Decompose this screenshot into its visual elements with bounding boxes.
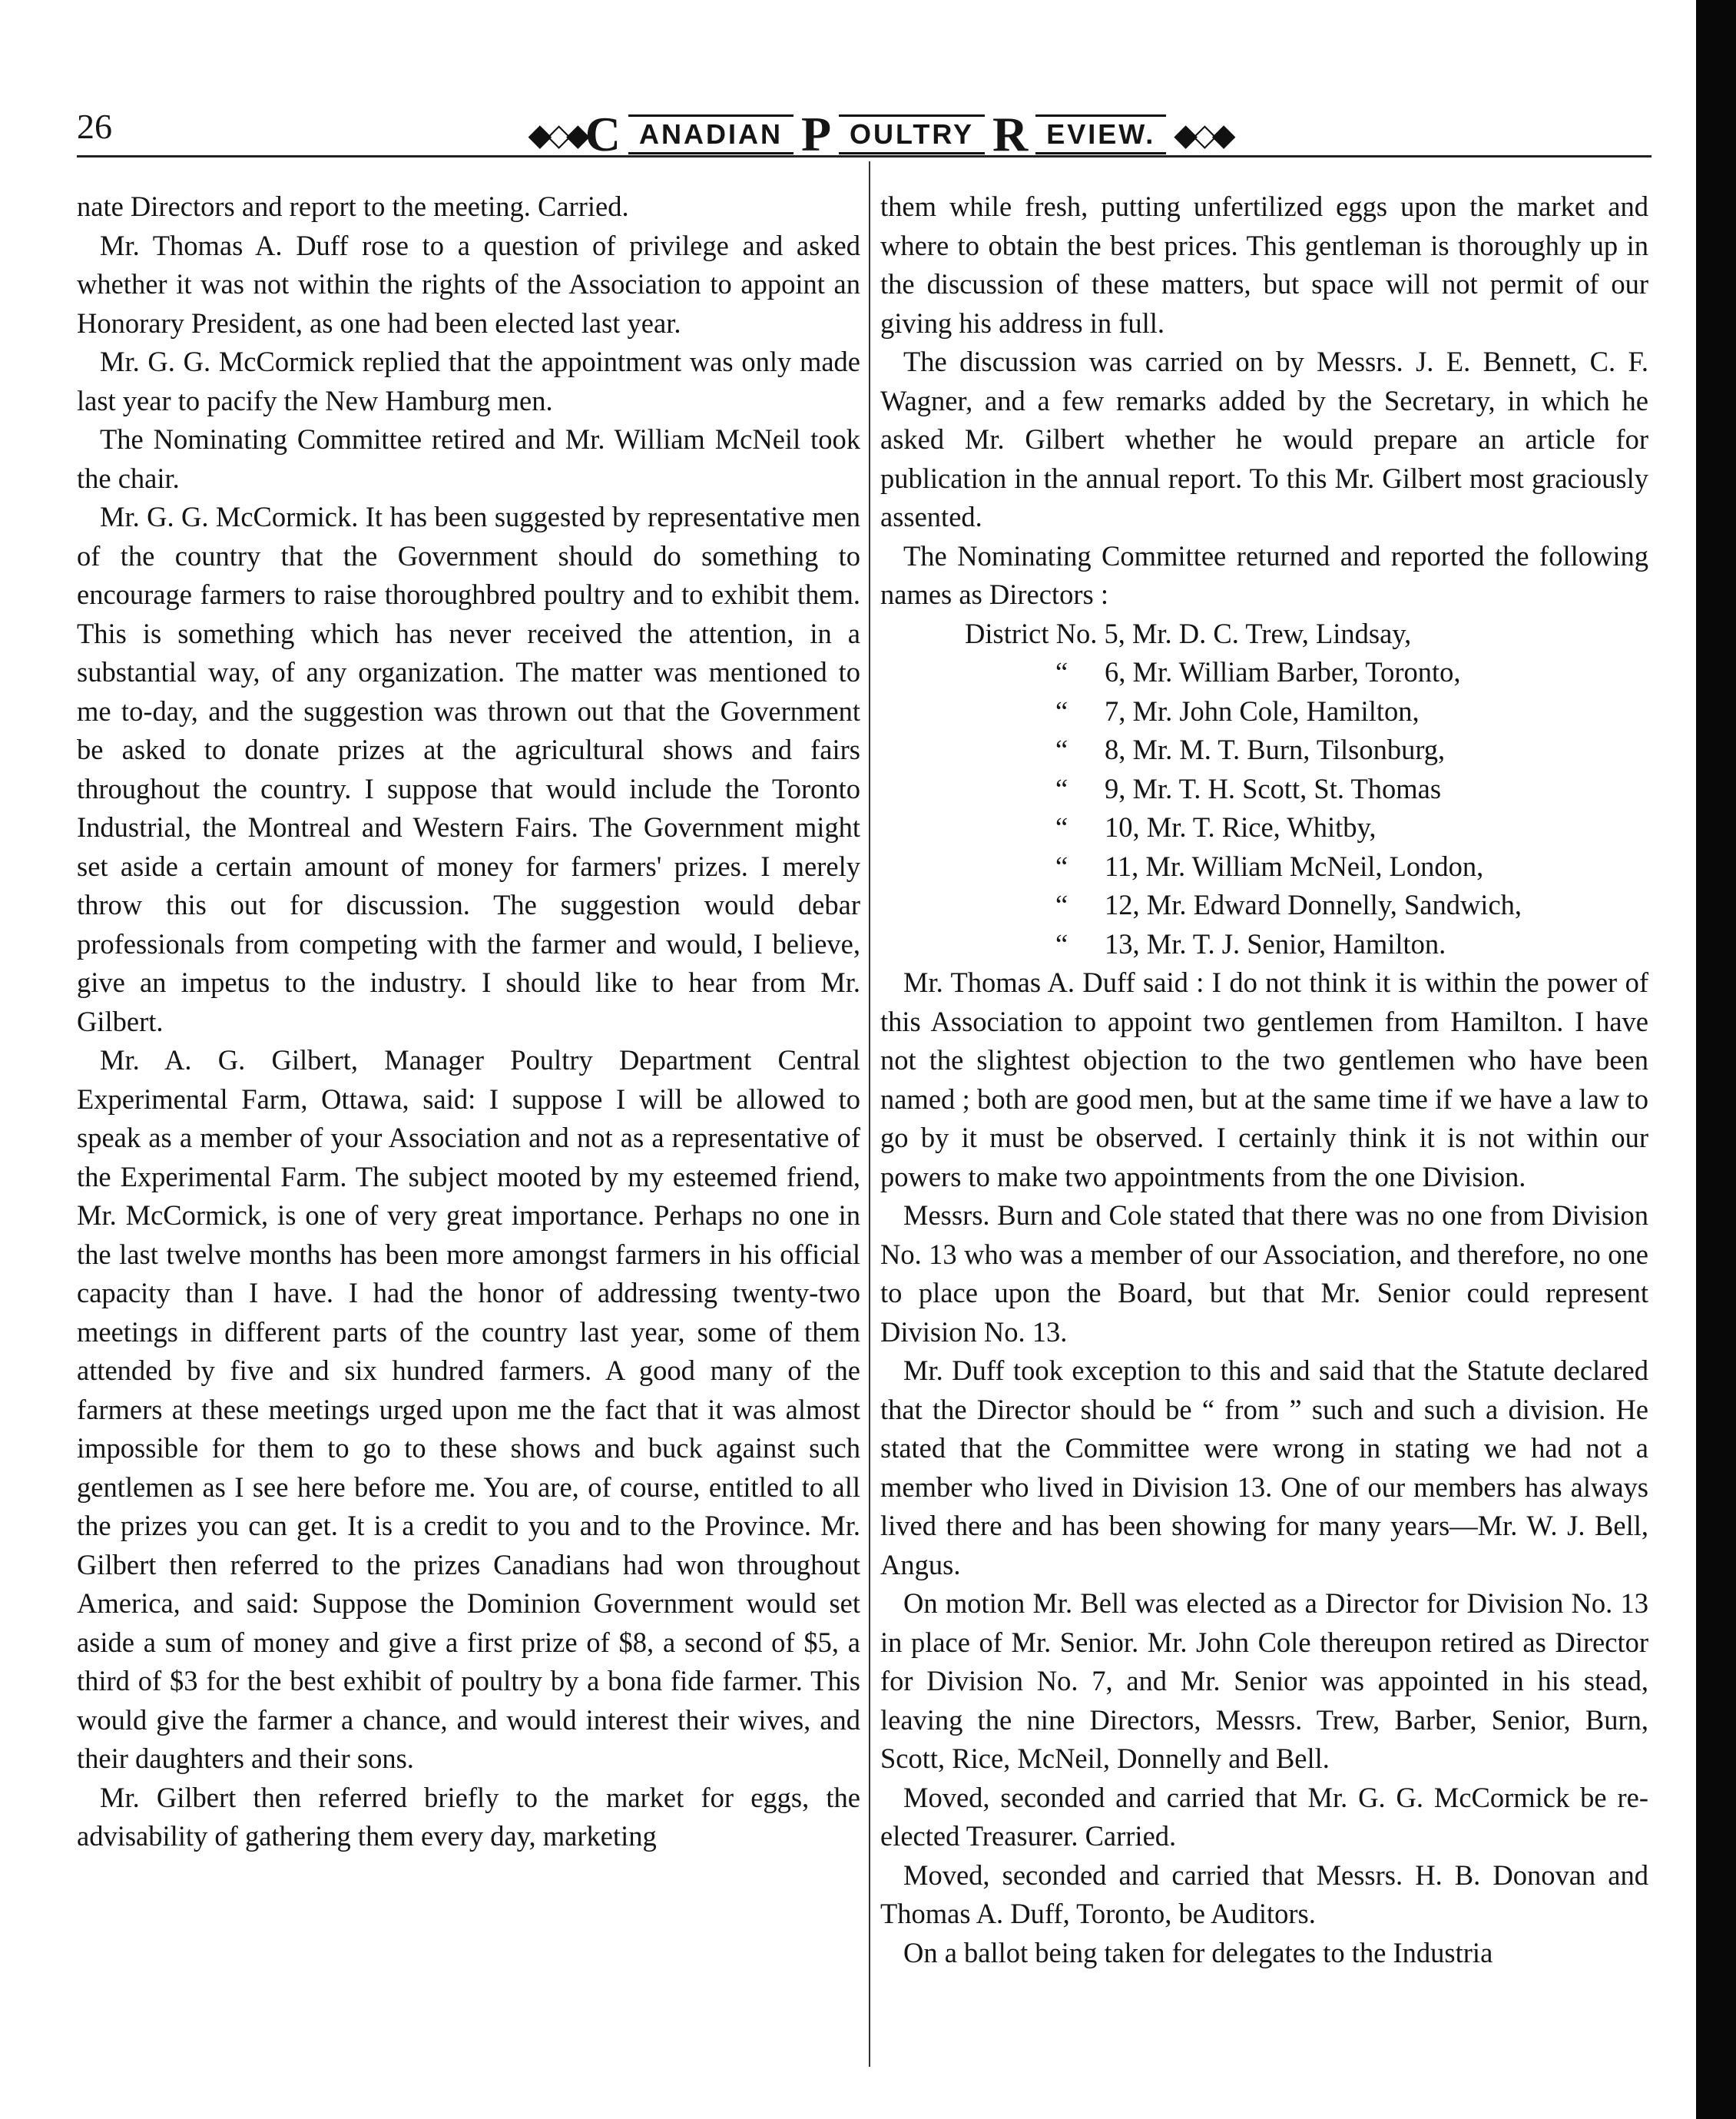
paragraph: them while fresh, putting unfertilized eggs upon the market and where to obtain the best prices. This gentleman is thoroughly up in the discussion of these matters, but space will not permit of our giving his address in full.: [880, 191, 1648, 339]
ditto-mark: “: [1055, 772, 1068, 804]
paragraph: Mr. Thomas A. Duff said : I do not think it is within the power of this Association to appoint two gentlemen from Hamilton. I have not the slightest objection to the two gentlemen who have been named ; both are good men, but at the same time if we have a law to go by it must be observed. I certainly think it is not within our powers to make two appointments from the one Division.: [880, 967, 1648, 1192]
directors-list: [880, 615, 1648, 964]
paragraph: Messrs. Burn and Cole stated that there was no one from Division No. 13 who was a member of our Association, and therefore, no one to place upon the Board, but that Mr. Senior could represent Division No. 13.: [880, 1199, 1648, 1348]
ornament-right-icon: ◆◇◆: [1174, 117, 1231, 152]
director-entry: District No. 5, Mr. D. C. Trew, Lindsay,: [965, 617, 1412, 649]
director-text: 13, Mr. T. J. Senior, Hamilton.: [1105, 927, 1446, 960]
director-text: 7, Mr. John Cole, Hamilton,: [1105, 695, 1420, 727]
masthead-word-poultry: OULTRY: [839, 114, 985, 154]
director-text: 10, Mr. T. Rice, Whitby,: [1105, 811, 1377, 843]
left-column: [77, 187, 860, 1856]
masthead: [528, 107, 1231, 161]
director-text: 11, Mr. William McNeil, London,: [1105, 850, 1484, 882]
masthead-initial-r: R: [992, 107, 1029, 161]
ditto-mark: “: [1055, 811, 1068, 843]
paragraph: The discussion was carried on by Messrs. J. E. Bennett, C. F. Wagner, and a few remarks added by the Secretary, in which he asked Mr. Gilbert whether he would prepare an article for publication in the annual report. To this Mr. Gilbert most graciously assented.: [880, 346, 1648, 532]
header-rule: [77, 155, 1652, 158]
masthead-initial-p: P: [800, 107, 832, 161]
paragraph: On a ballot being taken for delegates to the Industria: [903, 1936, 1493, 1968]
paragraph: The Nominating Committee retired and Mr. William McNeil took the chair.: [77, 423, 860, 494]
ornament-left-icon: ◆◇◆: [528, 117, 585, 152]
director-entry: [880, 653, 1648, 692]
director-text: 8, Mr. M. T. Burn, Tilsonburg,: [1105, 734, 1446, 765]
director-entry: [880, 692, 1648, 731]
paragraph: The Nominating Committee returned and reported the following names as Directors :: [880, 539, 1648, 610]
right-column: [880, 187, 1648, 1972]
director-entry: [880, 731, 1648, 770]
masthead-initial-c: C: [585, 107, 621, 161]
paragraph: Mr. Gilbert then referred briefly to the market for eggs, the advisability of gathering them every day, marketing: [77, 1781, 860, 1852]
director-text: 12, Mr. Edward Donnelly, Sandwich,: [1105, 889, 1522, 920]
director-entry: [880, 808, 1648, 847]
paragraph: nate Directors and report to the meeting. Carried.: [77, 191, 629, 222]
director-text: 9, Mr. T. H. Scott, St. Thomas: [1105, 772, 1442, 804]
scan-edge-bar: [1696, 0, 1736, 2119]
paragraph: Mr. A. G. Gilbert, Manager Poultry Department Central Experimental Farm, Ottawa, said: I suppose I will be allowed to speak as a member of your Association and not as a representative of the Experimental Farm. The subject mooted by my esteemed friend, Mr. McCormick, is one of very great importance. Perhaps no one in the last twelve months has been more amongst farmers in his official capacity than I have. I had the honor of addressing twenty-two meetings in different parts of the country last year, some of them attended by five and six hundred farmers. A good many of the farmers at these meetings urged upon me the fact that it was almost impossible for them to go to these shows and buck against such gentlemen as I see here before me. You are, of course, entitled to all the prizes you can get. It is a credit to you and to the Province. Mr. Gilbert then referred to the prizes Canadians had won throughout America, and said: Suppose the Dominion Government would set aside a sum of money and give a first prize of $8, a second of $5, a third of $3 for the best exhibit of poultry by a bona fide farmer. This would give the farmer a chance, and would interest their wives, and their daughters and their sons.: [77, 1044, 860, 1774]
ditto-mark: “: [1055, 656, 1068, 688]
director-entry: [880, 886, 1648, 925]
column-divider: [869, 161, 870, 2067]
masthead-word-canadian: ANADIAN: [628, 114, 793, 154]
page-number: 26: [77, 107, 112, 146]
paragraph: On motion Mr. Bell was elected as a Director for Division No. 13 in place of Mr. Senior. Mr. John Cole thereupon retired as Director for Division No. 7, and Mr. Senior was appointed in his stead, leaving the nine Directors, Messrs. Trew, Barber, Senior, Burn, Scott, Rice, McNeil, Donnelly and Bell.: [880, 1587, 1648, 1774]
masthead-word-review: EVIEW.: [1035, 114, 1166, 154]
paragraph: Moved, seconded and carried that Messrs. H. B. Donovan and Thomas A. Duff, Toronto, be Auditors.: [880, 1859, 1648, 1929]
paragraph: Moved, seconded and carried that Mr. G. G. McCormick be re-elected Treasurer. Carried.: [880, 1781, 1648, 1852]
paragraph: Mr. G. G. McCormick replied that the appointment was only made last year to pacify the New Hamburg men.: [77, 346, 860, 416]
director-entry: [880, 847, 1648, 887]
ditto-mark: “: [1055, 927, 1068, 960]
ditto-mark: “: [1055, 889, 1068, 920]
director-entry: [880, 770, 1648, 809]
director-entry: [880, 925, 1648, 964]
paragraph: Mr. G. G. McCormick. It has been suggested by representative men of the country that the Government should do something to encourage farmers to raise thoroughbred poultry and to exhibit them. This is something which has never received the attention, in a substantial way, of any organization. The matter was mentioned to me to-day, and the suggestion was thrown out that the Government be asked to donate prizes at the agricultural shows and fairs throughout the country. I suppose that would include the Toronto Industrial, the Montreal and Western Fairs. The Government might set aside a certain amount of money for farmers' prizes. I merely throw this out for discussion. The suggestion would debar professionals from competing with the farmer and would, I believe, give an impetus to the industry. I should like to hear from Mr. Gilbert.: [77, 501, 860, 1037]
paragraph: Mr. Duff took exception to this and said that the Statute declared that the Director should be “ from ” such and such a division. He stated that the Committee were wrong in stating we had not a member who lived in Division 13. One of our members has always lived there and has been showing for many years—Mr. W. J. Bell, Angus.: [880, 1355, 1648, 1580]
paragraph: Mr. Thomas A. Duff rose to a question of privilege and asked whether it was not within the rights of the Association to appoint an Honorary President, as one had been elected last year.: [77, 229, 860, 339]
ditto-mark: “: [1055, 734, 1068, 765]
ditto-mark: “: [1055, 850, 1068, 882]
ditto-mark: “: [1055, 695, 1068, 727]
director-text: 6, Mr. William Barber, Toronto,: [1105, 656, 1461, 688]
